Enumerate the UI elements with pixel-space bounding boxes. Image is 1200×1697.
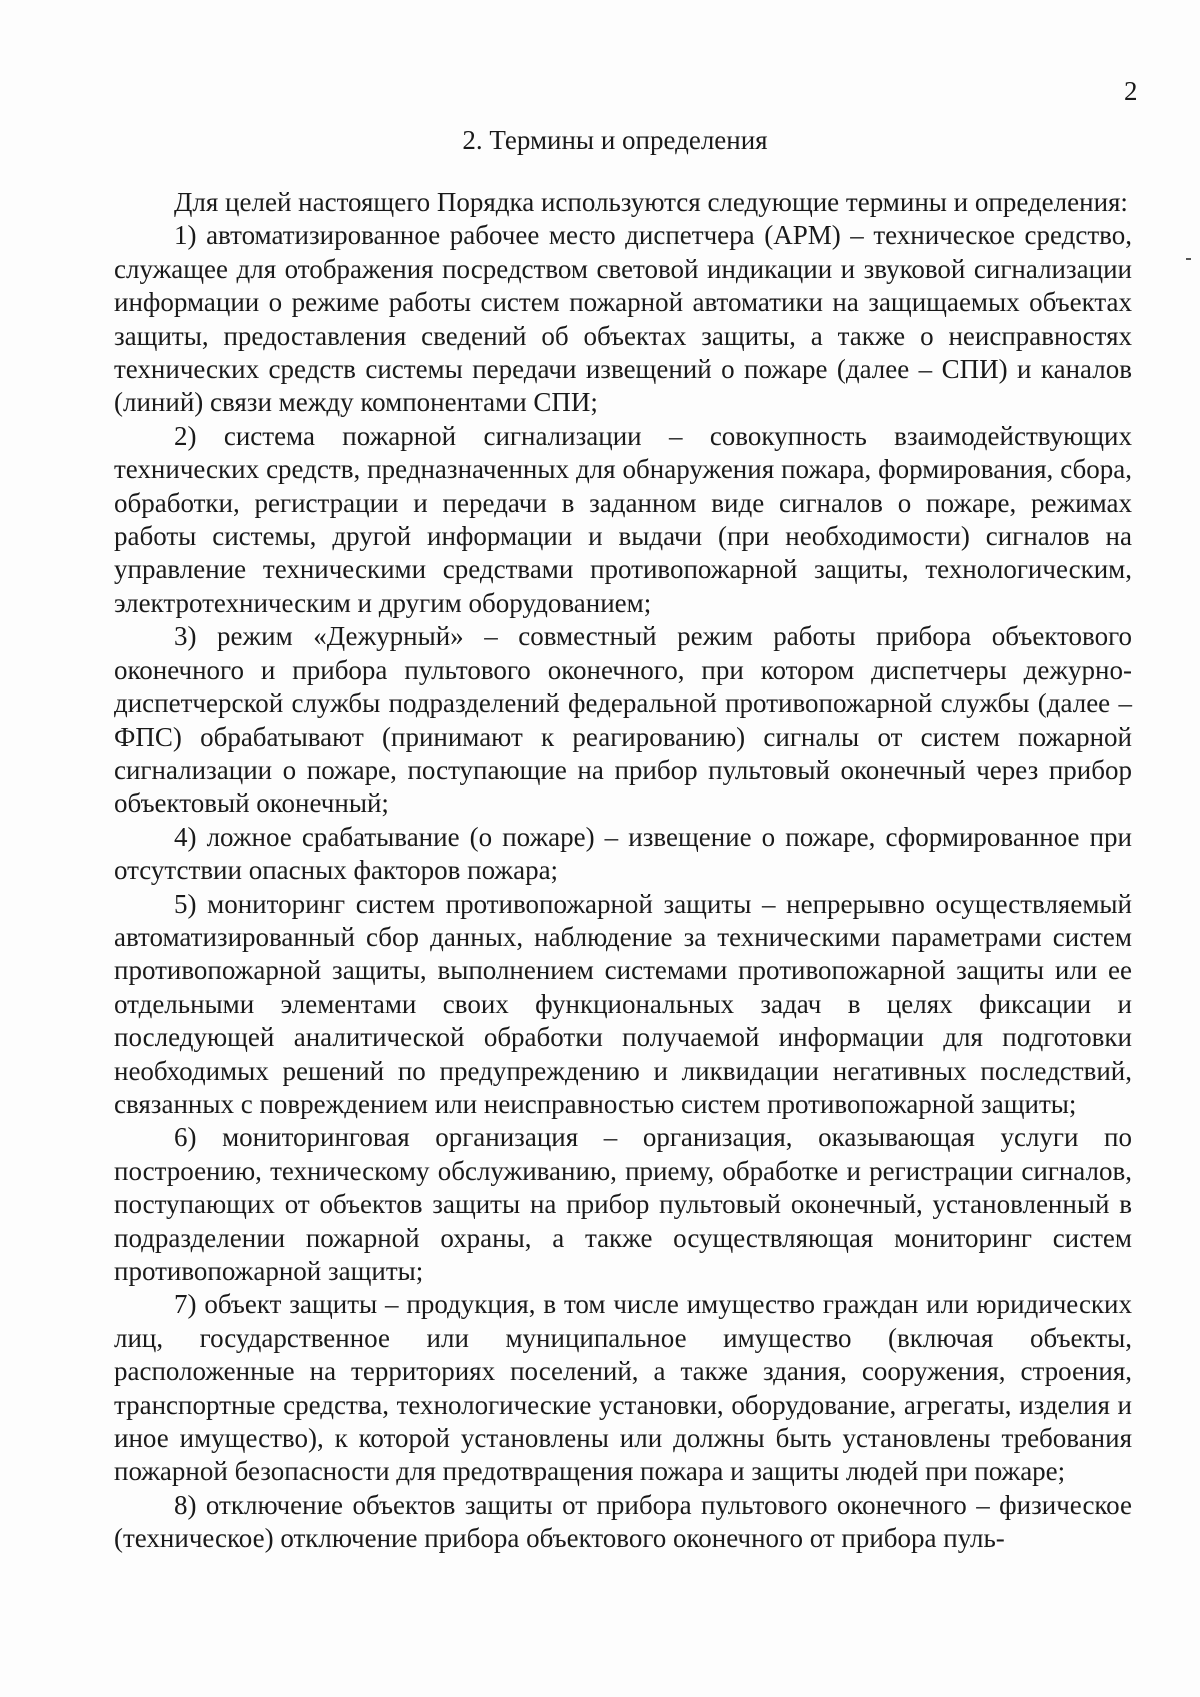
definition-1: 1) автоматизированное рабочее место диспетчера (АРМ) – техническое средство, служащее для отображения посредством световой индикации и звуковой сигнализации информации о режиме работы систем пожарной автоматики на защищаемых объектах защиты, предоставления сведений об объектах защиты, а также о неисправностях технических средств системы передачи извещений о пожаре (далее – СПИ) и каналов (линий) связи между компонентами СПИ; bbox=[114, 220, 1132, 418]
page-number: 2 bbox=[1124, 76, 1138, 106]
intro-paragraph: Для целей настоящего Порядка используются следующие термины и определения: bbox=[174, 187, 1128, 217]
definition-2: 2) система пожарной сигнализации – совокупность взаимодействующих технических средств, предназначенных для обнаружения пожара, формирования, сбора, обработки, регистрации и передачи в заданном виде сигналов о пожаре, режимах работы системы, другой информации и выдачи (при необходимости) сигналов на управление техническими средствами противопожарной защиты, технологическим, электротехническим и другим оборудованием; bbox=[114, 420, 1132, 618]
definition-7: 7) объект защиты – продукция, в том числе имущество граждан или юридических лиц, государственное или муниципальное имущество (включая объекты, расположенные на территориях поселений, а также здания, сооружения, строения, транспортные средства, технологические установки, оборудование, агрегаты, изделия и иное имущество), к которой установлены или должны быть установлены требования пожарной безопасности для предотвращения пожара и защиты людей при пожаре; bbox=[114, 1289, 1132, 1487]
margin-mark bbox=[1186, 258, 1191, 260]
definition-5: 5) мониторинг систем противопожарной защиты – непрерывно осуществляемый автоматизированный сбор данных, наблюдение за техническими параметрами систем противопожарной защиты, выполнением системами противопожарной защиты или ее отдельными элементами своих функциональных задач в целях фиксации и последующей аналитической обработки получаемой информации для подготовки необходимых решений по предупреждению и ликвидации негативных последствий, связанных с повреждением или неисправностью систем противопожарной защиты; bbox=[114, 888, 1132, 1119]
definition-4: 4) ложное срабатывание (о пожаре) – извещение о пожаре, сформированное при отсутствии опасных факторов пожара; bbox=[114, 821, 1132, 886]
definition-8: 8) отключение объектов защиты от прибора пультового оконечного – физическое (техническое) отключение прибора объектового оконечного от прибора пуль- bbox=[114, 1489, 1132, 1554]
body-text bbox=[114, 186, 1132, 1556]
definition-6: 6) мониторинговая организация – организация, оказывающая услуги по построению, техническому обслуживанию, приему, обработке и регистрации сигналов, поступающих от объектов защиты на прибор пультовый оконечный, установленный в подразделении пожарной охраны, а также осуществляющая мониторинг систем противопожарной защиты; bbox=[114, 1122, 1132, 1286]
definition-3: 3) режим «Дежурный» – совместный режим работы прибора объектового оконечного и прибора пультового оконечного, при котором диспетчеры дежурно-диспетчерской службы подразделений федеральной противопожарной службы (далее – ФПС) обрабатывают (принимают к реагированию) сигналы от систем пожарной сигнализации о пожаре, поступающие на прибор пультовый оконечный через прибор объектовый оконечный; bbox=[114, 621, 1132, 819]
section-heading: 2. Термины и определения bbox=[462, 125, 768, 155]
